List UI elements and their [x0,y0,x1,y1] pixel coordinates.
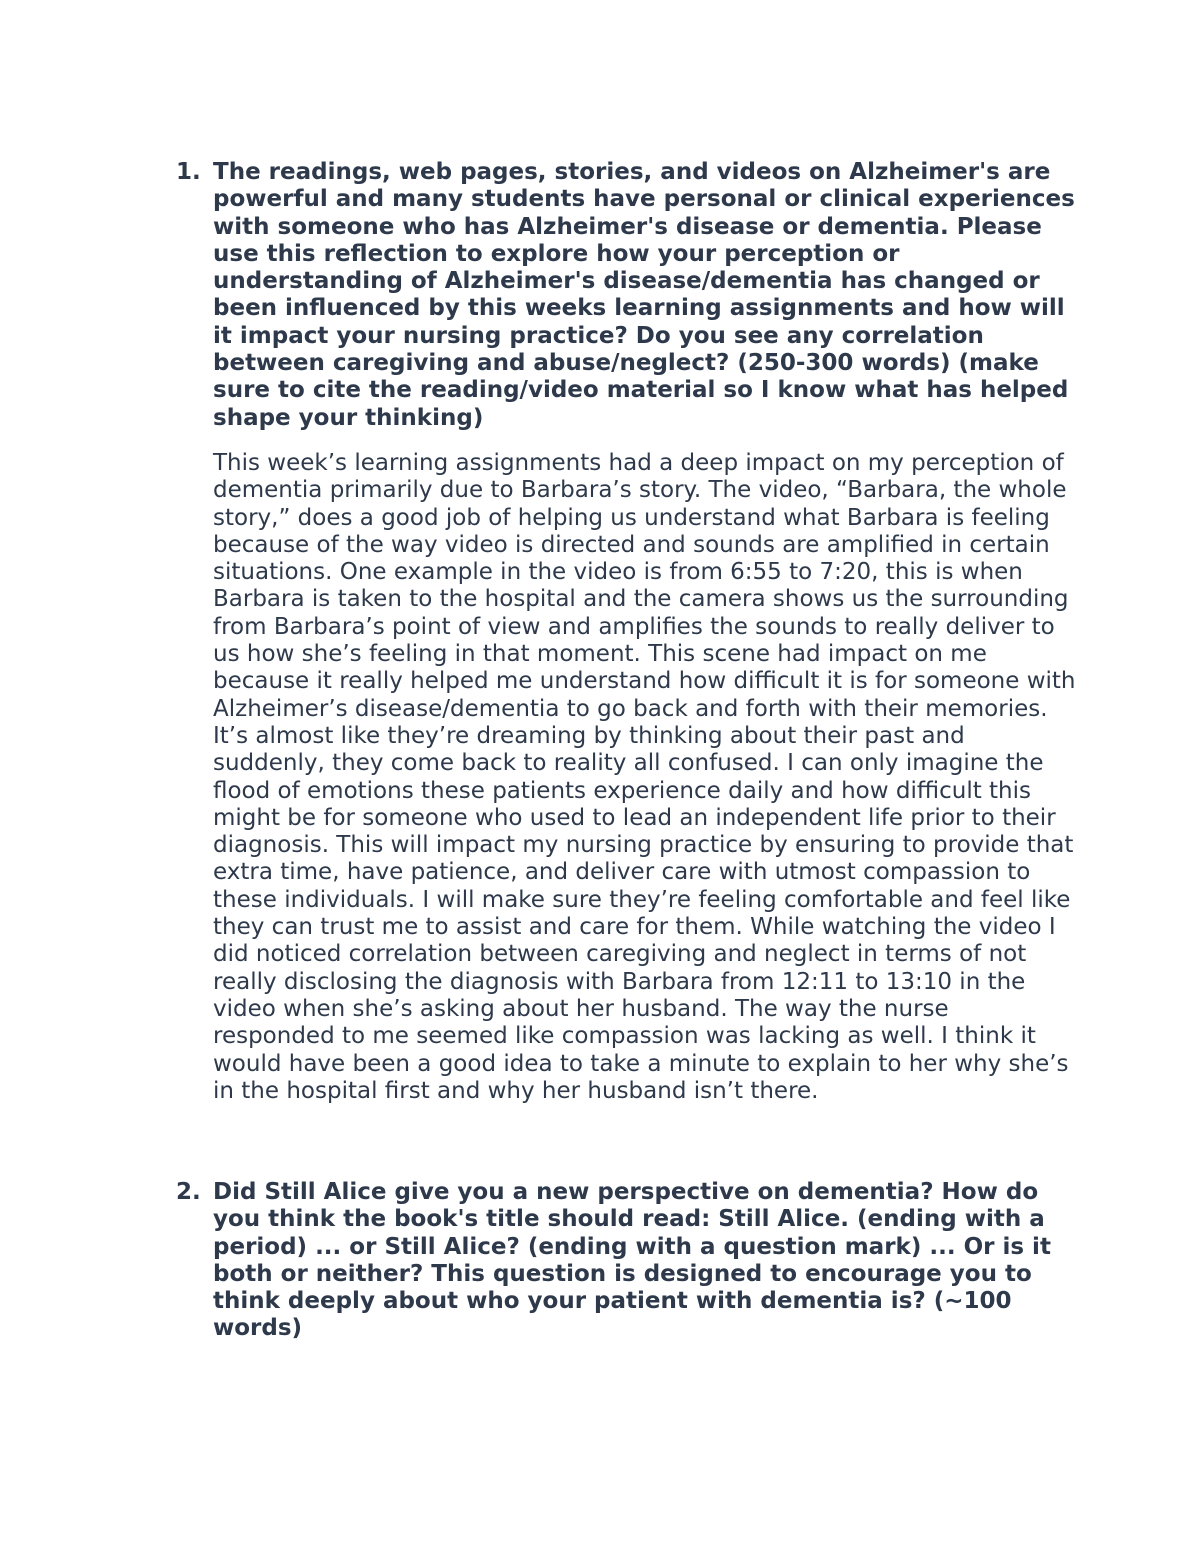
question-text: Did Still Alice give you a new perspective on dementia? How do you think the book's title should read: Still Alice. (ending with a period) ... or Still Alice? (ending with a question mark) ... Or is it both or neither? This question is designed to encourage you to think deeply about who your patient with dementia is? (~100 words) [213,1179,1051,1342]
item-number: 1. [176,159,201,185]
list-item [176,1179,1076,1343]
answer-text: This week’s learning assignments had a deep impact on my perception of dementia primarily due to Barbara’s story. The video, “Barbara, the whole story,” does a good job of helping us understand what Barbara is feeling because of the way video is directed and sounds are amplified in certain situations. One example in the video is from 6:55 to 7:20, this is when Barbara is taken to the hospital and the camera shows us the surrounding from Barbara’s point of view and amplifies the sounds to really deliver to us how she’s feeling in that moment. This scene had impact on me because it really helped me understand how difficult it is for someone with Alzheimer’s disease/dementia to go back and forth with their memories. It’s almost like they’re dreaming by thinking about their past and suddenly, they come back to reality all confused. I can only imagine the flood of emotions these patients experience daily and how difficult this might be for someone who used to lead an independent life prior to their diagnosis. This will impact my nursing practice by ensuring to provide that extra time, have patience, and deliver care with utmost compassion to these individuals. I will make sure they’re feeling comfortable and feel like they can trust me to assist and care for them. While watching the video I did noticed correlation between caregiving and neglect in terms of not really disclosing the diagnosis with Barbara from 12:11 to 13:10 in the video when she’s asking about her husband. The way the nurse responded to me seemed like compassion was lacking as well. I think it would have been a good idea to take a minute to explain to her why she’s in the hospital first and why her husband isn’t there. [213,449,1076,1104]
item-number: 2. [176,1179,201,1205]
item-body [213,159,1076,1105]
list-item [176,159,1076,1105]
question-text: The readings, web pages, stories, and videos on Alzheimer's are powerful and many students have personal or clinical experiences with someone who has Alzheimer's disease or dementia. Please use this reflection to explore how your perception or understanding of Alzheimer's disease/dementia has changed or been influenced by this weeks learning assignments and how will it impact your nursing practice? Do you see any correlation between caregiving and abuse/neglect? (250-300 words) (make sure to cite the reading/video material so I know what has helped shape your thinking) [213,159,1075,431]
item-body [213,1179,1076,1343]
